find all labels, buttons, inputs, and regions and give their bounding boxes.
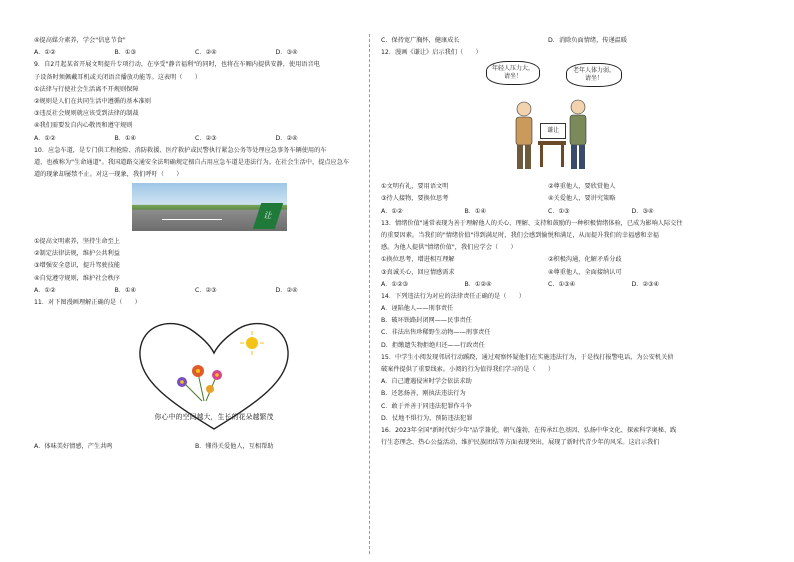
q15-option: D．仗地不惧行为，预防违法犯罪: [381, 414, 473, 422]
q9-answers: [34, 134, 356, 143]
answer-d: D．③④: [631, 207, 654, 215]
q13-answers: [381, 280, 715, 289]
lane-marking: [162, 219, 222, 220]
answer-d: D．消除负面情绪，传递温暖: [548, 37, 628, 44]
q13-stem-1: 13．情绪价值"通常表现为善于理解他人的关心、理解、支持和鼓励的一种积极情绪体验，已成为影响人际交往: [381, 219, 683, 227]
q9-stem-2: 子设备时须佩戴耳机或关闭语音播放功能等。这表明（ ）: [34, 73, 202, 81]
q12-statements-row1: [381, 182, 715, 191]
answer-a: A．体味美好情感，产生共鸣: [34, 443, 113, 450]
q10-answers: [34, 286, 356, 295]
q11-stem: 11．对下图漫画理解正确的是（ ）: [34, 299, 141, 306]
speech-bubble-old: 老年人体力弱，请坐！: [566, 63, 622, 87]
answer-c: C．保持宽广胸怀，健康成长: [381, 37, 460, 44]
emergency-lane-image: [132, 183, 287, 231]
cartoon-figures: [486, 61, 618, 176]
q13-statement: ③真诚关心，回应情感需求: [381, 268, 455, 276]
q12-statement: ④关爱他人，要讲究策略: [548, 195, 616, 203]
modesty-cartoon: [381, 61, 715, 176]
q10-stem-1: 10．应急车道，是专门供工程抢险、消防救援、医疗救护或民警执行紧急公务等处理应急事务车辆使用的车: [34, 146, 327, 154]
q12-statements-row2: [381, 194, 715, 203]
q11-answers-cd: [381, 36, 715, 45]
answer-b: B．①④: [114, 134, 137, 142]
q12-statement: ②尊重他人，要欣赏他人: [548, 183, 616, 191]
q16-stem-2: 行生态理念、热心公益活动、维护民族团结等方面表现突出，展现了新时代青少年的风采。这启示我们: [381, 439, 660, 447]
answer-d: D．③④: [275, 49, 298, 57]
q10-stem-2: 道，也被称为"生命通道"。我国道路交通安全法明确规定擅自占用应急车道是违法行为。在社会生活中，提点应急车: [34, 158, 350, 166]
q14-option: D．拒缴遗失物拒绝归还——行政责任: [381, 341, 485, 349]
q15-option: B．还惩扬善，刚执法违法行为: [381, 390, 466, 398]
answer-b: B．①④: [114, 286, 137, 294]
q14-option: B．破坏铁路封闭网——民事责任: [381, 317, 472, 325]
q13-statement: ④尊重他人，全面接纳认可: [548, 268, 622, 276]
elderly-man-figure: [516, 102, 532, 169]
q15-option: C．敢于并善于同违法犯罪作斗争: [381, 402, 472, 410]
q13-stem-2: 的重要因素。当我们的"情绪价值"得到满足时，我们会感到愉悦和满足，从而提升我们的幸福感和幸福: [381, 231, 659, 239]
modesty-sign: 谦让: [540, 123, 566, 139]
q10-statement: ①提高文明素养，坚持生命至上: [34, 238, 120, 246]
young-man-figure: [570, 100, 586, 169]
answer-a: A．①②: [34, 49, 56, 57]
column-divider: [369, 34, 370, 554]
q16-stem-1: 16．2023年全国"新时代好少年"品学兼优、朝气蓬勃，在传承红色基因、弘扬中华文化、探索科学奥秘、践: [381, 426, 677, 434]
q9-stem-1: 9．自2月起某省开展文明提升专项行动，在享受"静音福利"的同时，也将在车厢内提供安静，使用语音电: [34, 61, 320, 69]
answer-a: A．①②: [34, 286, 56, 294]
q15-option: A．自己遭遇侵害时学会依法求助: [381, 378, 472, 386]
q15-stem-2: 破案件提供了重要线索。小阅的行为值得我们学习的是（ ）: [381, 366, 555, 373]
answer-b: B．①②④: [464, 280, 492, 288]
answer-b: B．①④: [464, 207, 487, 215]
q13-statements-row2: [381, 268, 715, 277]
speech-bubble-young: 年轻人压力大，请坐！: [486, 61, 540, 85]
q13-statements-row1: [381, 255, 715, 264]
q15-stem-1: 15．中学生小阅发现邻居行动蹊跷，通过观察怀疑他们在实施违法行为，于是找打报警电话，为公安机关侦: [381, 353, 674, 361]
answer-b: B．①③: [114, 49, 137, 57]
answer-a: A．①②: [381, 207, 403, 215]
heart-cartoon: [34, 311, 356, 436]
highway-photo: [34, 183, 356, 231]
seat-chair: [538, 141, 566, 167]
q10-statement: ②制定法律法规，维护公共利益: [34, 250, 120, 258]
q14-option: A．诬陷他人——刑事责任: [381, 305, 454, 313]
q11-answers-ab: [34, 442, 356, 451]
q12-statement: ③待人接物，要换位思考: [381, 195, 449, 203]
q10-statement: ④自觉遵守规则，维护社会秩序: [34, 274, 120, 282]
answer-a: A．①②: [34, 134, 56, 142]
q14-stem: 14．下列违法行为对应的法律责任正确的是（ ）: [381, 292, 525, 300]
answer-d: D．②④: [275, 286, 298, 294]
answer-d: D．②④: [275, 134, 298, 142]
q13-statement: ②积极沟通，化解矛盾分歧: [548, 256, 622, 264]
flower-icon: [177, 365, 222, 401]
q8-option-4: ④提高媒介素养，学会"信息节食": [34, 37, 126, 44]
q9-statement: ②规则是人们在共同生活中遵循的基本准则: [34, 97, 151, 105]
q12-statement: ①文明有礼，要用语文明: [381, 183, 449, 191]
answer-c: C．②③: [195, 286, 217, 294]
answer-c: C．①③④: [548, 280, 576, 288]
answer-c: C．①③: [548, 207, 570, 215]
answer-c: C．②④: [195, 49, 217, 57]
answer-d: D．②③④: [631, 280, 660, 288]
q10-statement: ③增强安全意识，提升驾驶技能: [34, 262, 120, 270]
q13-statement: ①换位思考，增进相互理解: [381, 256, 455, 264]
q8-answers: [34, 48, 356, 57]
left-column: [34, 36, 356, 454]
answer-c: C．②③: [195, 134, 217, 142]
right-column: [381, 36, 715, 450]
q9-statement: ①法律与行使社会生活离不开规则保障: [34, 85, 139, 93]
q14-option: C．非法出售珍稀野生动物——刑事责任: [381, 329, 491, 337]
q12-stem: 12．漫画《谦让》启示我们（ ）: [381, 49, 482, 57]
q9-statement: ④我们需要发自内心敬畏和遵守规则: [34, 122, 133, 130]
q12-answers: [381, 207, 715, 216]
q13-stem-3: 感。为他人提供"情绪价值"，我们应学会（ ）: [381, 244, 517, 252]
heart-drawing: [132, 311, 296, 433]
q9-statement: ③违反社会规则就应该受到法律的制裁: [34, 110, 139, 118]
answer-b: B．懂得关爱他人，互相帮助: [195, 443, 274, 450]
heart-text: 你心中的空间越大，生长的花朵越繁茂: [154, 413, 274, 421]
cartoon-scene: [486, 61, 618, 176]
q10-stem-3: 道的现象却屡禁不止。对这一现象，我们呼吁（ ）: [34, 171, 183, 179]
yield-road-marking: 让: [253, 203, 283, 229]
answer-a: A．①②③: [381, 280, 409, 288]
sun-icon: [246, 337, 258, 349]
